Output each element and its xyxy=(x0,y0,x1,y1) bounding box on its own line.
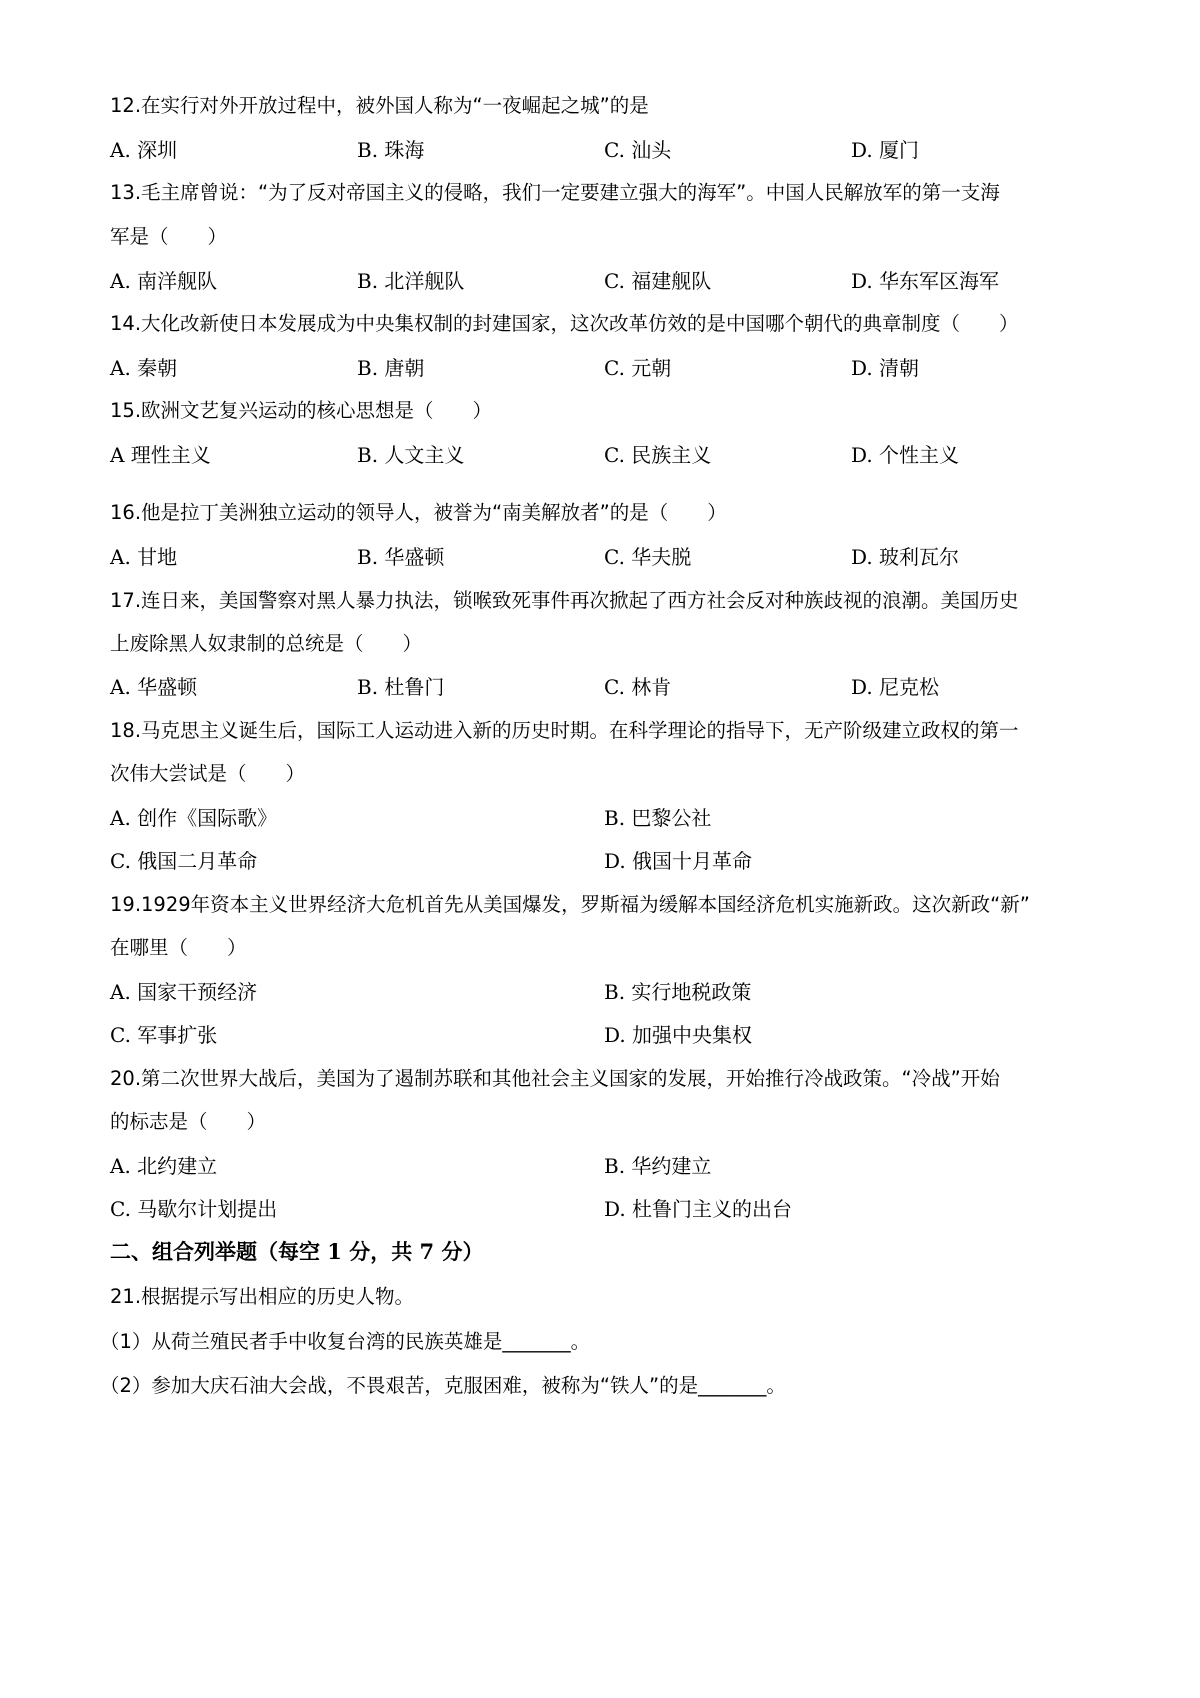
question-13-options xyxy=(110,266,1100,296)
option-d: D. 华东军区海军 xyxy=(851,269,1000,293)
question-13-stem-cont: 军是（ ） xyxy=(110,225,228,248)
question-20-options-row2 xyxy=(110,1194,1100,1224)
option-d: D. 玻利瓦尔 xyxy=(851,545,960,569)
question-18-options-row2 xyxy=(110,846,1100,876)
question-15-options xyxy=(110,440,1100,470)
option-c: C. 元朝 xyxy=(604,356,672,380)
question-19-options-row2 xyxy=(110,1020,1100,1050)
question-13-stem: 13.毛主席曾说：“为了反对帝国主义的侵略，我们一定要建立强大的海军”。中国人民解放军的第一支海 xyxy=(110,181,1000,204)
option-a: A 理性主义 xyxy=(110,443,211,467)
option-b: B. 人文主义 xyxy=(357,443,465,467)
option-c: C. 马歇尔计划提出 xyxy=(110,1197,278,1221)
option-d: D. 杜鲁门主义的出台 xyxy=(604,1197,793,1221)
option-a: A. 国家干预经济 xyxy=(110,980,258,1004)
question-18-stem: 18.马克思主义诞生后，国际工人运动进入新的历史时期。在科学理论的指导下，无产阶级建立政权的第一 xyxy=(110,719,1019,742)
option-b: B. 杜鲁门 xyxy=(357,675,445,699)
question-19-options-row1 xyxy=(110,977,1100,1007)
option-c: C. 俄国二月革命 xyxy=(110,849,258,873)
option-c: C. 军事扩张 xyxy=(110,1023,218,1047)
option-a: A. 华盛顿 xyxy=(110,675,198,699)
option-a: A. 秦朝 xyxy=(110,356,178,380)
option-c: C. 汕头 xyxy=(604,138,672,162)
option-d: D. 尼克松 xyxy=(851,675,940,699)
question-12-stem: 12.在实行对外开放过程中，被外国人称为“一夜崛起之城”的是 xyxy=(110,94,649,117)
question-15-stem: 15.欧洲文艺复兴运动的核心思想是（ ） xyxy=(110,399,493,422)
option-c: C. 福建舰队 xyxy=(604,269,712,293)
question-20-stem: 20.第二次世界大战后，美国为了遏制苏联和其他社会主义国家的发展，开始推行冷战政策。“冷战”开始 xyxy=(110,1067,1000,1090)
option-b: B. 华盛顿 xyxy=(357,545,445,569)
option-c: C. 民族主义 xyxy=(604,443,712,467)
question-18-stem-cont: 次伟大尝试是（ ） xyxy=(110,762,306,785)
option-d: D. 加强中央集权 xyxy=(604,1023,753,1047)
option-a: A. 深圳 xyxy=(110,138,178,162)
question-16-options xyxy=(110,542,1100,572)
option-d: D. 俄国十月革命 xyxy=(604,849,753,873)
question-14-options xyxy=(110,353,1100,383)
option-c: C. 华夫脱 xyxy=(604,545,692,569)
question-20-options-row1 xyxy=(110,1151,1100,1181)
option-b: B. 唐朝 xyxy=(357,356,425,380)
question-19-stem-cont: 在哪里（ ） xyxy=(110,936,247,959)
question-16-stem: 16.他是拉丁美洲独立运动的领导人，被誉为“南美解放者”的是（ ） xyxy=(110,501,727,524)
option-b: B. 珠海 xyxy=(357,138,425,162)
section-title: 二、组合列举题（每空 1 分，共 7 分） xyxy=(110,1239,484,1264)
question-17-options xyxy=(110,672,1100,702)
question-21-item-1: （1）从荷兰殖民者手中收复台湾的民族英雄是_______。 xyxy=(100,1330,591,1353)
question-19-stem: 19.1929年资本主义世界经济大危机首先从美国爆发，罗斯福为缓解本国经济危机实施新政。这次新政“新” xyxy=(110,893,1030,916)
question-17-stem: 17.连日来，美国警察对黑人暴力执法，锁喉致死事件再次掀起了西方社会反对种族歧视的浪潮。美国历史 xyxy=(110,589,1019,612)
option-b: B. 实行地税政策 xyxy=(604,980,752,1004)
option-b: B. 北洋舰队 xyxy=(357,269,465,293)
option-a: A. 创作《国际歌》 xyxy=(110,806,278,830)
option-d: D. 厦门 xyxy=(851,138,920,162)
question-21-item-2: （2）参加大庆石油大会战，不畏艰苦，克服困难，被称为“铁人”的是_______。 xyxy=(100,1374,786,1397)
option-d: D. 个性主义 xyxy=(851,443,960,467)
option-c: C. 林肯 xyxy=(604,675,672,699)
option-b: B. 巴黎公社 xyxy=(604,806,712,830)
question-17-stem-cont: 上废除黑人奴隶制的总统是（ ） xyxy=(110,632,423,655)
option-d: D. 清朝 xyxy=(851,356,920,380)
question-18-options-row1 xyxy=(110,803,1100,833)
question-14-stem: 14.大化改新使日本发展成为中央集权制的封建国家，这次改革仿效的是中国哪个朝代的典章制度（ ） xyxy=(110,312,1019,335)
question-20-stem-cont: 的标志是（ ） xyxy=(110,1110,267,1133)
option-a: A. 甘地 xyxy=(110,545,178,569)
option-b: B. 华约建立 xyxy=(604,1154,712,1178)
option-a: A. 南洋舰队 xyxy=(110,269,218,293)
option-a: A. 北约建立 xyxy=(110,1154,218,1178)
question-21-stem: 21.根据提示写出相应的历史人物。 xyxy=(110,1285,415,1308)
question-12-options xyxy=(110,135,1100,165)
